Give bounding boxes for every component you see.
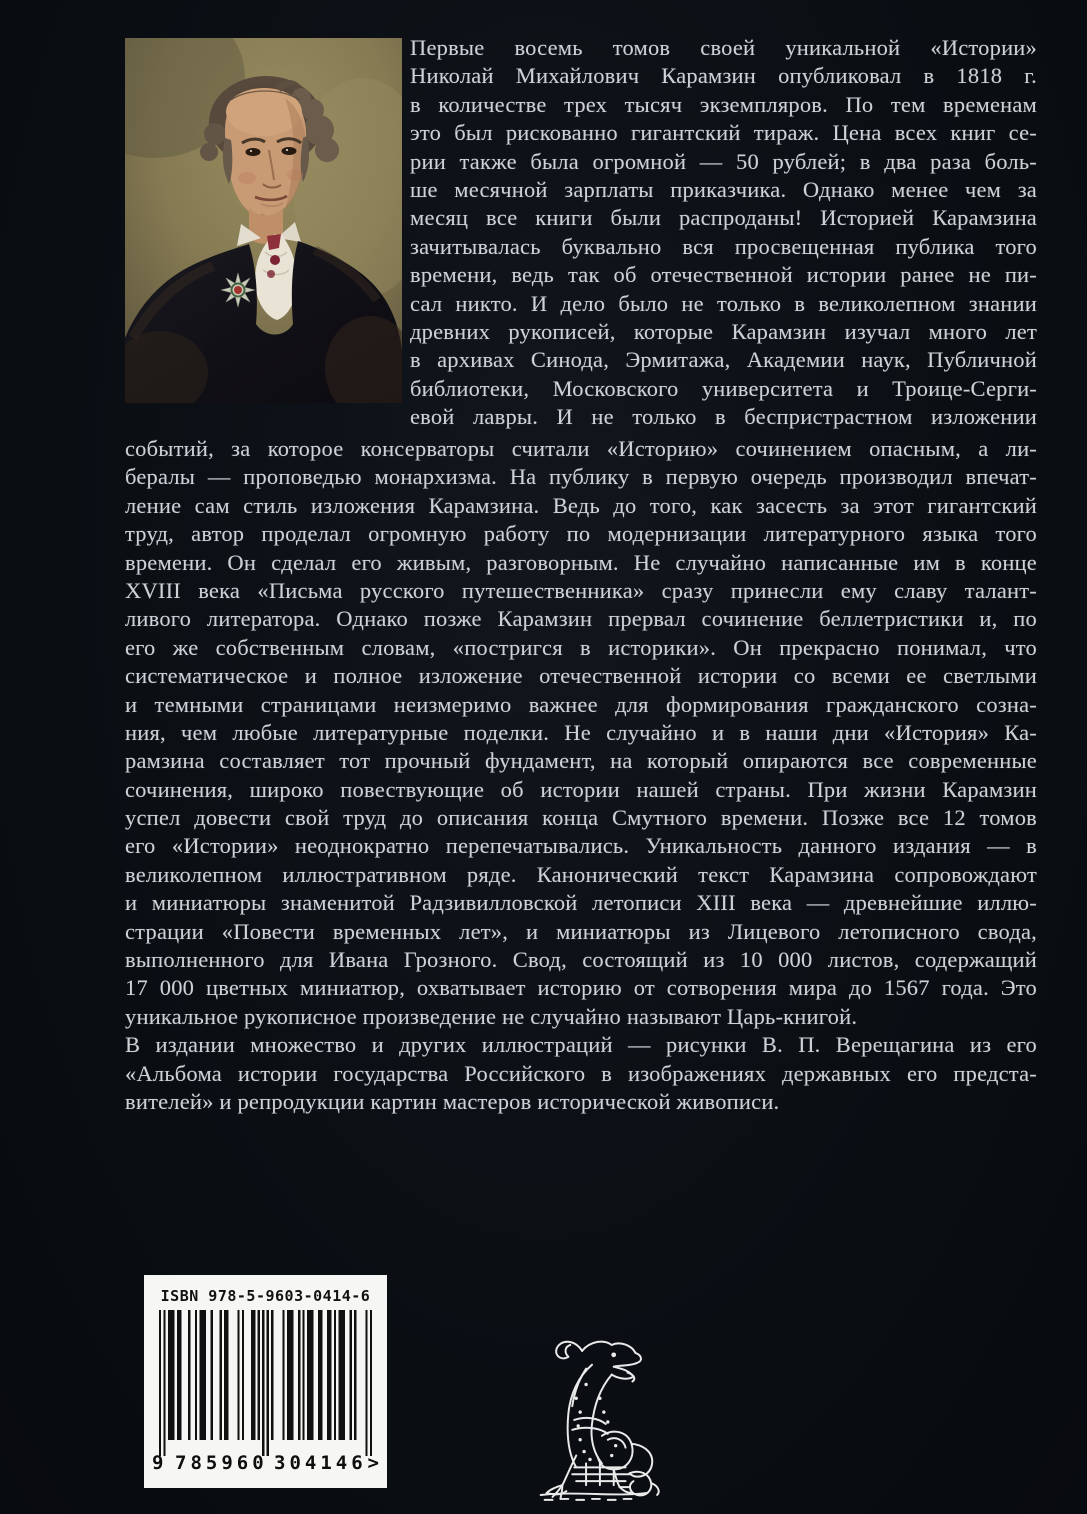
text-line: 17 000 цветных миниатюр, охватывает историю от сотворения мира до 1567 года. Это (125, 975, 1037, 1001)
ean13-barcode (159, 1310, 372, 1456)
text-line: В издании множество и других иллюстраций — рисунки В. П. Верещагина из его (125, 1032, 1037, 1058)
text-line: это был рискованно гигантский тираж. Цена всех книг се- (410, 120, 1037, 146)
text-line: событий, за которое консерваторы считали «Историю» сочинением опасным, а ли- (125, 436, 1037, 461)
text-line: рамзина составляет тот прочный фундамент, на который опираются все современные (125, 748, 1037, 774)
text-line: евой лавры. И не только в беспристрастном изложении (410, 404, 1037, 430)
karamzin-portrait-image (125, 38, 402, 403)
text-line: ше месячной зарплаты приказчика. Однако менее чем за (410, 176, 1037, 202)
text-line: сочинения, широко повествующие об истории нашей страны. При жизни Карамзин (125, 776, 1037, 802)
text-line: и темными страницами неизмеримо важнее для формирования гражданского созна- (125, 691, 1037, 717)
text-line: ливого литератора. Однако позже Карамзин прервал сочинение беллетристики и, по (125, 606, 1037, 632)
text-line: рии также была огромной — 50 рублей; в два раза боль- (410, 148, 1037, 174)
text-line: ния, чем любые литературные поделки. Не случайно и в наши дни «История» Ка- (125, 719, 1037, 745)
text-line: XVIII века «Письма русского путешественника» сразу принесли ему славу талант- (125, 577, 1037, 603)
text-line: и миниатюры знаменитой Радзивилловской летописи XIII века — древнейшие иллю- (125, 890, 1037, 916)
text-line: Николай Михайлович Карамзин опубликовал в 1818 г. (410, 63, 1037, 89)
text-line: месяц все книги были распроданы! Историей Карамзина (410, 205, 1037, 231)
text-line: времени. Он сделал его живым, разговорным. Не случайно написанные им в конце (125, 549, 1037, 575)
text-line: библиотеки, Московского университета и Троице-Серги- (410, 375, 1037, 401)
text-line: страции «Повести временных лет», и миниатюры из Лицевого летописного свода, (125, 918, 1037, 944)
text-line: «Альбома истории государства Российского в изображениях державных его предста- (125, 1060, 1037, 1086)
isbn-barcode-block (144, 1275, 387, 1488)
annotation-text-column (410, 34, 1037, 431)
portrait-order-star (221, 273, 255, 307)
text-line: ление сам стиль изложения Карамзина. Ведь до того, как засесть за этот гигантский (125, 492, 1037, 518)
text-line: великолепном иллюстративном ряде. Канонический текст Карамзина сопровождают (125, 861, 1037, 887)
barcode-left-group: 785960 (175, 1452, 268, 1474)
barcode-first-digit: 9 (152, 1452, 164, 1474)
publisher-dragon-logo-icon (517, 1328, 667, 1510)
text-line: в архивах Синода, Эрмитажа, Академии наук, Публичной (410, 347, 1037, 373)
annotation-text-full (125, 435, 1037, 1116)
text-line: уникальное рукописное произведение не случайно называют Царь-книгой. (125, 1003, 858, 1029)
text-line: зачитывалась буквально вся просвещенная публика того (410, 233, 1037, 259)
barcode-right-group: 304146 (274, 1452, 367, 1474)
text-line: сал никто. И дело было не только в великолепном знании (410, 290, 1037, 316)
text-line: времени, ведь так об отечественной истории ранее не пи- (410, 262, 1037, 288)
text-line: бералы — проповедью монархизма. На публику в первую очередь производил впечат- (125, 464, 1037, 490)
text-line: его же собственным словам, «постригся в историки». Он прекрасно понимал, что (125, 634, 1037, 660)
text-line: в количестве трех тысяч экземпляров. По тем временам (410, 91, 1037, 117)
text-line: труд, автор проделал огромную работу по модернизации литературного языка того (125, 521, 1037, 547)
text-line: его «Истории» неоднократно перепечатывались. Уникальность данного издания — в (125, 833, 1037, 859)
text-line: древних рукописей, которые Карамзин изучал много лет (410, 318, 1037, 344)
barcode-digits (152, 1448, 379, 1476)
text-line: вителей» и репродукции картин мастеров исторической живописи. (125, 1088, 780, 1114)
text-line: выполненного для Ивана Грозного. Свод, состоящий из 10 000 листов, содержащий (125, 947, 1037, 973)
text-line: Первые восемь томов своей уникальной «Истории» (410, 35, 1037, 60)
text-line: успел довести свой труд до описания конца Смутного времени. Позже все 12 томов (125, 805, 1037, 831)
isbn-label: ISBN 978-5-9603-0414-6 (160, 1287, 371, 1305)
text-line: систематическое и полное изложение отечественной истории со всеми ее светлыми (125, 663, 1037, 689)
barcode-end-symbol: > (367, 1452, 379, 1474)
